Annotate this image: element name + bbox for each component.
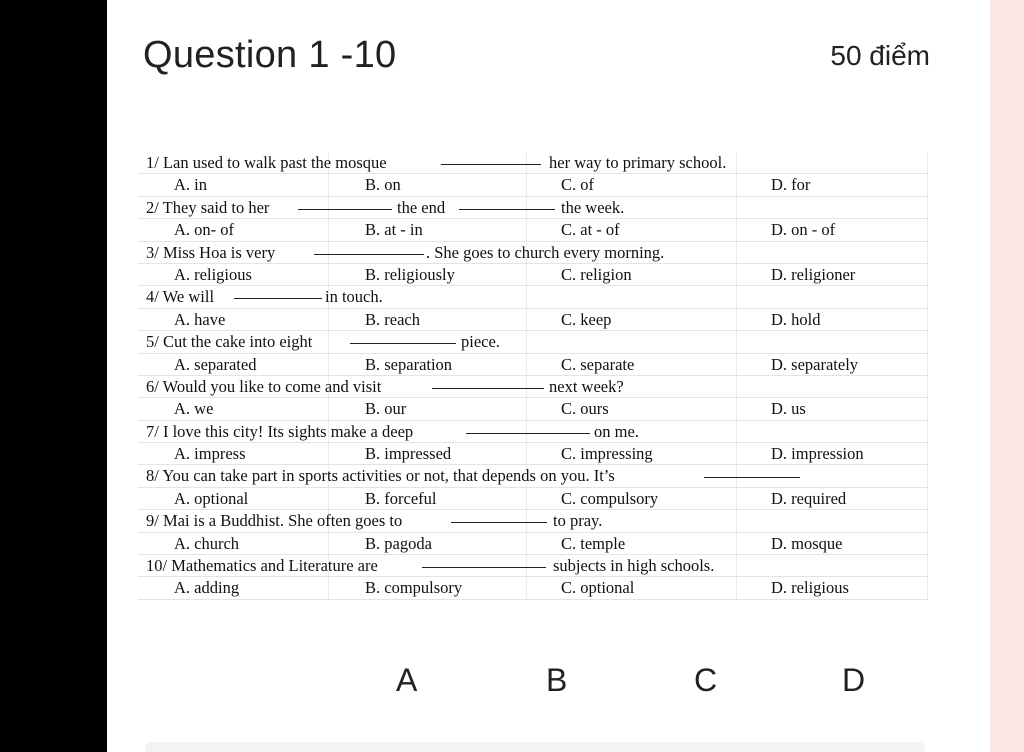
question-text: subjects in high schools. bbox=[553, 556, 715, 576]
question-text: piece. bbox=[461, 332, 500, 352]
answer-blank bbox=[704, 462, 800, 484]
question-text: in touch. bbox=[325, 287, 383, 307]
next-card-edge bbox=[145, 742, 925, 752]
question-text: 10/ Mathematics and Literature are bbox=[146, 556, 378, 576]
question-text: 6/ Would you like to come and visit bbox=[146, 376, 382, 396]
option-b: B. religiously bbox=[365, 264, 455, 284]
option-b: B. reach bbox=[365, 309, 420, 329]
answer-blank bbox=[451, 507, 547, 529]
options-row-10 bbox=[138, 577, 928, 599]
option-b: B. on bbox=[365, 175, 401, 195]
answer-blank bbox=[298, 194, 392, 216]
option-c: C. impressing bbox=[561, 444, 653, 464]
question-text: 8/ You can take part in sports activities or not, that depends on you. It’s bbox=[146, 466, 615, 486]
option-c: C. religion bbox=[561, 264, 632, 284]
option-b: B. at - in bbox=[365, 220, 423, 240]
option-c: C. at - of bbox=[561, 220, 620, 240]
option-a: A. have bbox=[174, 309, 226, 329]
option-d: D. religioner bbox=[771, 264, 856, 284]
question-row-10 bbox=[138, 555, 928, 577]
option-a: A. in bbox=[174, 175, 207, 195]
option-a: A. optional bbox=[174, 488, 249, 508]
question-text: 5/ Cut the cake into eight bbox=[146, 332, 313, 352]
option-d: D. impression bbox=[771, 444, 864, 464]
answer-blank bbox=[350, 328, 456, 350]
question-text: 9/ Mai is a Buddhist. She often goes to bbox=[146, 511, 403, 531]
answer-choice-d[interactable]: D bbox=[842, 662, 866, 698]
answer-blank bbox=[422, 552, 546, 574]
question-row-5 bbox=[138, 331, 928, 353]
right-pink-strip bbox=[990, 0, 1024, 752]
question-text: to pray. bbox=[553, 511, 603, 531]
answer-blank bbox=[459, 194, 555, 216]
option-b: B. our bbox=[365, 399, 407, 419]
answer-blank bbox=[234, 283, 322, 305]
option-d: D. us bbox=[771, 399, 806, 419]
option-a: A. on- of bbox=[174, 220, 235, 240]
answer-blank bbox=[432, 373, 544, 395]
question-row-4 bbox=[138, 286, 928, 308]
question-row-1 bbox=[138, 152, 928, 174]
option-a: A. adding bbox=[174, 578, 240, 598]
answer-choice-row bbox=[107, 662, 990, 702]
option-a: A. religious bbox=[174, 264, 252, 284]
answer-blank bbox=[314, 239, 424, 261]
option-d: D. hold bbox=[771, 309, 821, 329]
question-points: 50 điểm bbox=[830, 40, 930, 71]
option-b: B. forceful bbox=[365, 488, 437, 508]
option-d: D. required bbox=[771, 488, 847, 508]
option-b: B. impressed bbox=[365, 444, 452, 464]
left-black-bar bbox=[0, 0, 107, 752]
option-c: C. compulsory bbox=[561, 488, 659, 508]
question-text: 2/ They said to her bbox=[146, 197, 270, 217]
option-d: D. for bbox=[771, 175, 811, 195]
options-row-4 bbox=[138, 309, 928, 331]
question-row-6 bbox=[138, 376, 928, 398]
question-row-8 bbox=[138, 465, 928, 487]
option-c: C. keep bbox=[561, 309, 612, 329]
option-c: C. optional bbox=[561, 578, 635, 598]
question-text: the end bbox=[397, 197, 446, 217]
question-text: next week? bbox=[549, 376, 624, 396]
option-a: A. separated bbox=[174, 354, 257, 374]
option-c: C. separate bbox=[561, 354, 635, 374]
option-d: D. separately bbox=[771, 354, 859, 374]
question-row-9 bbox=[138, 510, 928, 532]
option-a: A. we bbox=[174, 399, 214, 419]
question-text: 1/ Lan used to walk past the mosque bbox=[146, 153, 387, 172]
option-c: C. ours bbox=[561, 399, 609, 419]
option-b: B. compulsory bbox=[365, 578, 463, 598]
options-row-2 bbox=[138, 219, 928, 241]
question-text: 3/ Miss Hoa is very bbox=[146, 242, 276, 262]
option-b: B. pagoda bbox=[365, 533, 432, 553]
question-text: on me. bbox=[594, 421, 639, 441]
option-c: C. temple bbox=[561, 533, 626, 553]
question-row-3 bbox=[138, 242, 928, 264]
option-c: C. of bbox=[561, 175, 594, 195]
options-row-7 bbox=[138, 443, 928, 465]
question-title: Question 1 -10 bbox=[143, 34, 397, 76]
option-a: A. church bbox=[174, 533, 240, 553]
question-card bbox=[107, 0, 990, 752]
question-text: 7/ I love this city! Its sights make a deep bbox=[146, 421, 414, 441]
option-d: D. religious bbox=[771, 578, 849, 598]
question-text: . She goes to church every morning. bbox=[426, 242, 665, 262]
answer-choice-c[interactable]: C bbox=[694, 662, 718, 698]
answer-blank bbox=[441, 149, 541, 171]
question-text: the week. bbox=[561, 197, 625, 217]
question-row-2 bbox=[138, 197, 928, 219]
answer-blank bbox=[466, 418, 590, 440]
question-text: 4/ We will bbox=[146, 287, 215, 307]
worksheet-image bbox=[138, 152, 928, 600]
option-d: D. mosque bbox=[771, 533, 843, 553]
answer-choice-b[interactable]: B bbox=[546, 662, 568, 698]
answer-choice-a[interactable]: A bbox=[396, 662, 418, 698]
option-b: B. separation bbox=[365, 354, 453, 374]
question-text: her way to primary school. bbox=[549, 153, 727, 172]
option-a: A. impress bbox=[174, 444, 246, 464]
option-d: D. on - of bbox=[771, 220, 836, 240]
question-row-7 bbox=[138, 421, 928, 443]
